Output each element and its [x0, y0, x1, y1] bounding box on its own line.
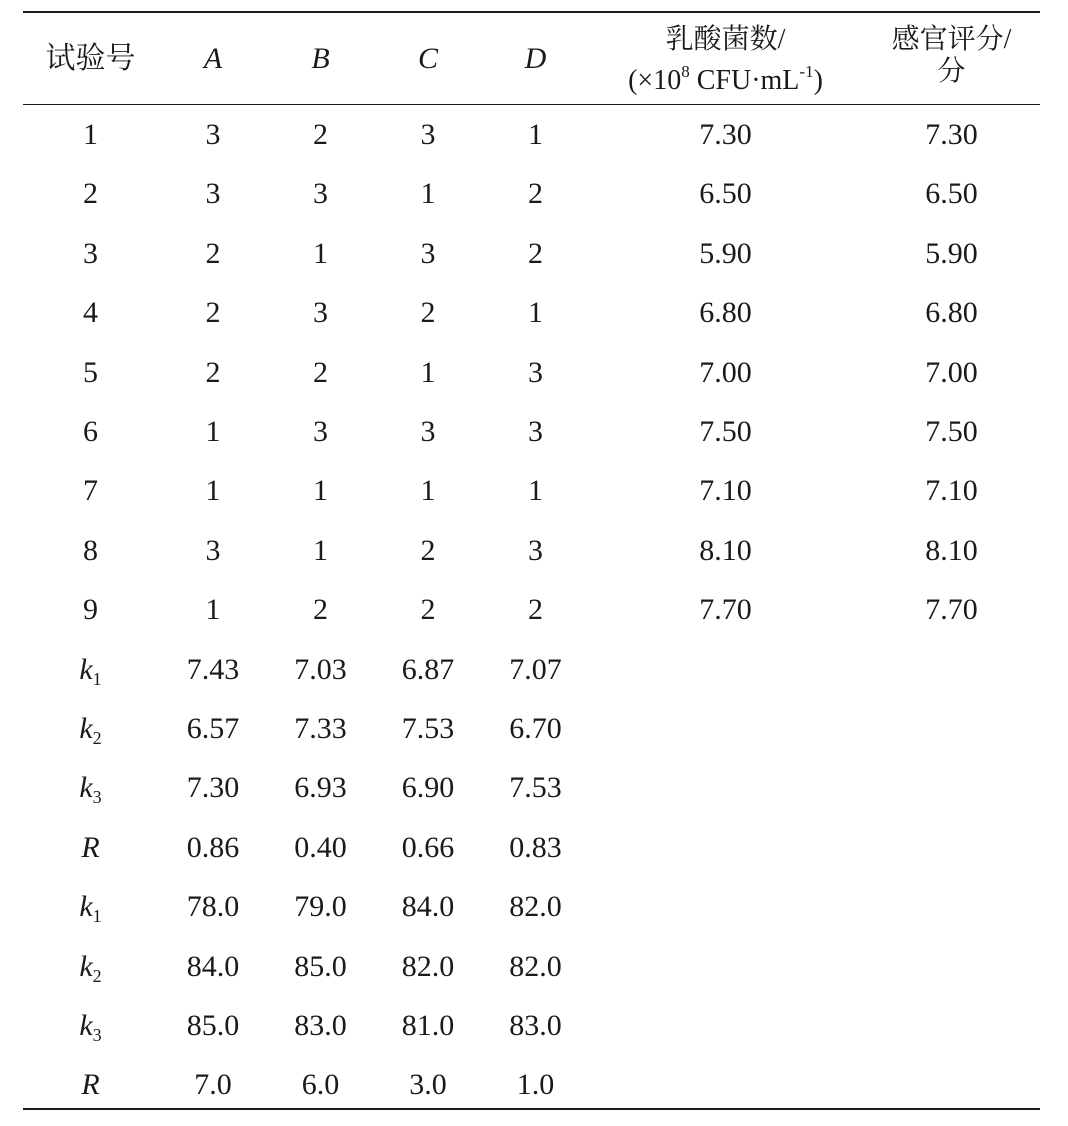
stat-cell-b: 85.0: [294, 949, 347, 983]
stat-cell-d: 82.0: [509, 949, 562, 983]
stat-label-letter: R: [81, 830, 100, 864]
cell-sensory: 7.30: [925, 118, 978, 151]
cell-sensory: 7.00: [925, 355, 978, 389]
cell-c: 2: [420, 296, 436, 330]
header-lactic-acid-bacteria: 乳酸菌数/ ($\times 10^8$ $CFU\cdot mL^{-1}$): [628, 24, 823, 96]
stat-cell-a: 7.43: [186, 652, 240, 686]
cell-c: 1: [420, 177, 436, 211]
stat-label: [23, 771, 158, 814]
stat-label: [23, 653, 158, 696]
stat-label-subscript: 3: [92, 1025, 102, 1045]
header-factor-c: C: [417, 42, 438, 75]
cell-c: 2: [420, 593, 436, 627]
stat-cell-a: 84.0: [186, 949, 240, 983]
stat-label: [23, 1068, 158, 1102]
table-bottom-rule: [23, 1108, 1040, 1110]
cell-c: 2: [420, 533, 436, 567]
cell-d: 3: [528, 355, 543, 389]
cell-b: 3: [313, 296, 328, 330]
stat-label: [23, 890, 158, 933]
stat-cell-a: 78.0: [186, 890, 240, 924]
cell-no: 8: [83, 533, 98, 567]
stat-label-letter: k: [79, 949, 93, 983]
stat-cell-a: 0.86: [186, 830, 240, 864]
stat-cell-d: 7.53: [509, 771, 562, 805]
cell-c: 3: [420, 415, 436, 448]
cell-sensory: 5.90: [925, 236, 978, 270]
stat-label-letter: R: [81, 1068, 100, 1102]
stat-cell-c: 3.0: [409, 1068, 447, 1102]
cell-lab: 7.30: [699, 118, 752, 151]
stat-cell-b: 6.93: [294, 771, 347, 805]
stat-cell-b: 83.0: [294, 1009, 347, 1042]
cell-lab: 6.50: [699, 177, 752, 211]
cell-c: 1: [420, 474, 436, 508]
cell-d: 2: [528, 236, 543, 270]
stat-cell-c: 81.0: [401, 1009, 455, 1042]
cell-sensory: 8.10: [925, 533, 978, 567]
cell-d: 3: [528, 533, 543, 567]
header-sensory-score: 感官评分/ 分: [891, 24, 1012, 87]
cell-b: 1: [313, 533, 328, 567]
stat-label-subscript: 1: [92, 906, 102, 927]
cell-sensory: 7.70: [925, 593, 978, 627]
stat-cell-c: 6.87: [401, 652, 455, 686]
cell-b: 2: [313, 593, 328, 627]
cell-d: 1: [528, 474, 543, 508]
cell-c: 3: [420, 236, 436, 270]
cell-lab: 7.70: [699, 593, 752, 627]
cell-a: 1: [205, 415, 221, 448]
stat-label-letter: k: [79, 712, 93, 745]
stat-label: [23, 1009, 158, 1052]
header-factor-d: D: [524, 42, 547, 75]
cell-no: 6: [83, 415, 98, 448]
stat-cell-c: 84.0: [401, 890, 455, 924]
table-top-rule: [23, 11, 1040, 13]
cell-a: 2: [205, 236, 221, 270]
stat-cell-a: 7.30: [186, 771, 240, 805]
cell-no: 2: [83, 177, 98, 211]
cell-lab: 7.50: [699, 415, 752, 448]
stat-label-subscript: 1: [92, 668, 102, 689]
cell-d: 2: [528, 177, 543, 211]
stat-label-letter: k: [79, 890, 93, 924]
cell-b: 1: [313, 236, 328, 270]
stat-cell-b: 0.40: [294, 830, 347, 864]
cell-sensory: 7.50: [925, 415, 978, 448]
cell-d: 2: [528, 593, 543, 627]
stat-label: [23, 950, 158, 993]
stat-label-letter: k: [79, 652, 93, 686]
table-header-rule: [23, 104, 1040, 105]
cell-a: 2: [205, 355, 221, 389]
stat-label-letter: k: [79, 771, 93, 805]
stat-cell-b: 7.03: [294, 652, 347, 686]
cell-a: 3: [205, 118, 221, 151]
cell-b: 1: [313, 474, 328, 508]
stat-cell-c: 6.90: [401, 771, 455, 805]
cell-sensory: 7.10: [925, 474, 978, 508]
cell-sensory: 6.80: [925, 296, 978, 330]
cell-no: 7: [83, 474, 98, 508]
stat-cell-b: 7.33: [294, 712, 347, 745]
cell-a: 2: [205, 296, 221, 330]
cell-d: 3: [528, 415, 543, 448]
cell-b: 2: [313, 118, 328, 151]
stat-cell-c: 7.53: [401, 712, 455, 745]
cell-no: 4: [83, 296, 98, 330]
cell-b: 2: [313, 355, 328, 389]
cell-a: 1: [205, 474, 221, 508]
stat-label-subscript: 2: [92, 965, 102, 986]
cell-no: 1: [83, 118, 98, 151]
cell-a: 1: [205, 593, 221, 627]
cell-lab: 6.80: [699, 296, 752, 330]
cell-lab: 5.90: [699, 236, 752, 270]
stat-label-subscript: 3: [92, 787, 102, 808]
cell-c: 3: [420, 118, 436, 151]
stat-cell-d: 83.0: [509, 1009, 562, 1042]
stat-cell-a: 6.57: [186, 712, 240, 745]
stat-cell-c: 0.66: [401, 830, 455, 864]
stat-label-subscript: 2: [92, 728, 102, 748]
cell-b: 3: [313, 177, 328, 211]
cell-d: 1: [528, 296, 543, 330]
header-factor-b: B: [311, 42, 330, 75]
stat-label-letter: k: [79, 1009, 93, 1042]
stat-cell-d: 7.07: [509, 652, 562, 686]
cell-lab: 7.00: [699, 355, 752, 389]
cell-lab: 7.10: [699, 474, 752, 508]
stat-cell-b: 6.0: [301, 1068, 340, 1102]
cell-lab: 8.10: [699, 533, 752, 567]
cell-no: 3: [83, 236, 98, 270]
stat-cell-a: 85.0: [186, 1009, 240, 1042]
stat-cell-d: 82.0: [509, 890, 562, 924]
stat-label: [23, 831, 158, 865]
stat-cell-c: 82.0: [401, 949, 455, 983]
cell-sensory: 6.50: [925, 177, 978, 211]
stat-cell-d: 6.70: [509, 712, 562, 745]
stat-label: [23, 712, 158, 755]
header-factor-a: A: [203, 42, 223, 75]
cell-d: 1: [528, 118, 543, 151]
cell-no: 5: [83, 355, 98, 389]
cell-a: 3: [205, 177, 221, 211]
cell-a: 3: [205, 533, 221, 567]
stat-cell-d: 1.0: [516, 1068, 555, 1102]
stat-cell-d: 0.83: [509, 830, 562, 864]
header-trial-number: 试验号: [45, 42, 136, 75]
cell-no: 9: [83, 593, 98, 627]
cell-b: 3: [313, 415, 328, 448]
stat-cell-a: 7.0: [194, 1068, 232, 1102]
stat-cell-b: 79.0: [294, 890, 347, 924]
cell-c: 1: [420, 355, 436, 389]
